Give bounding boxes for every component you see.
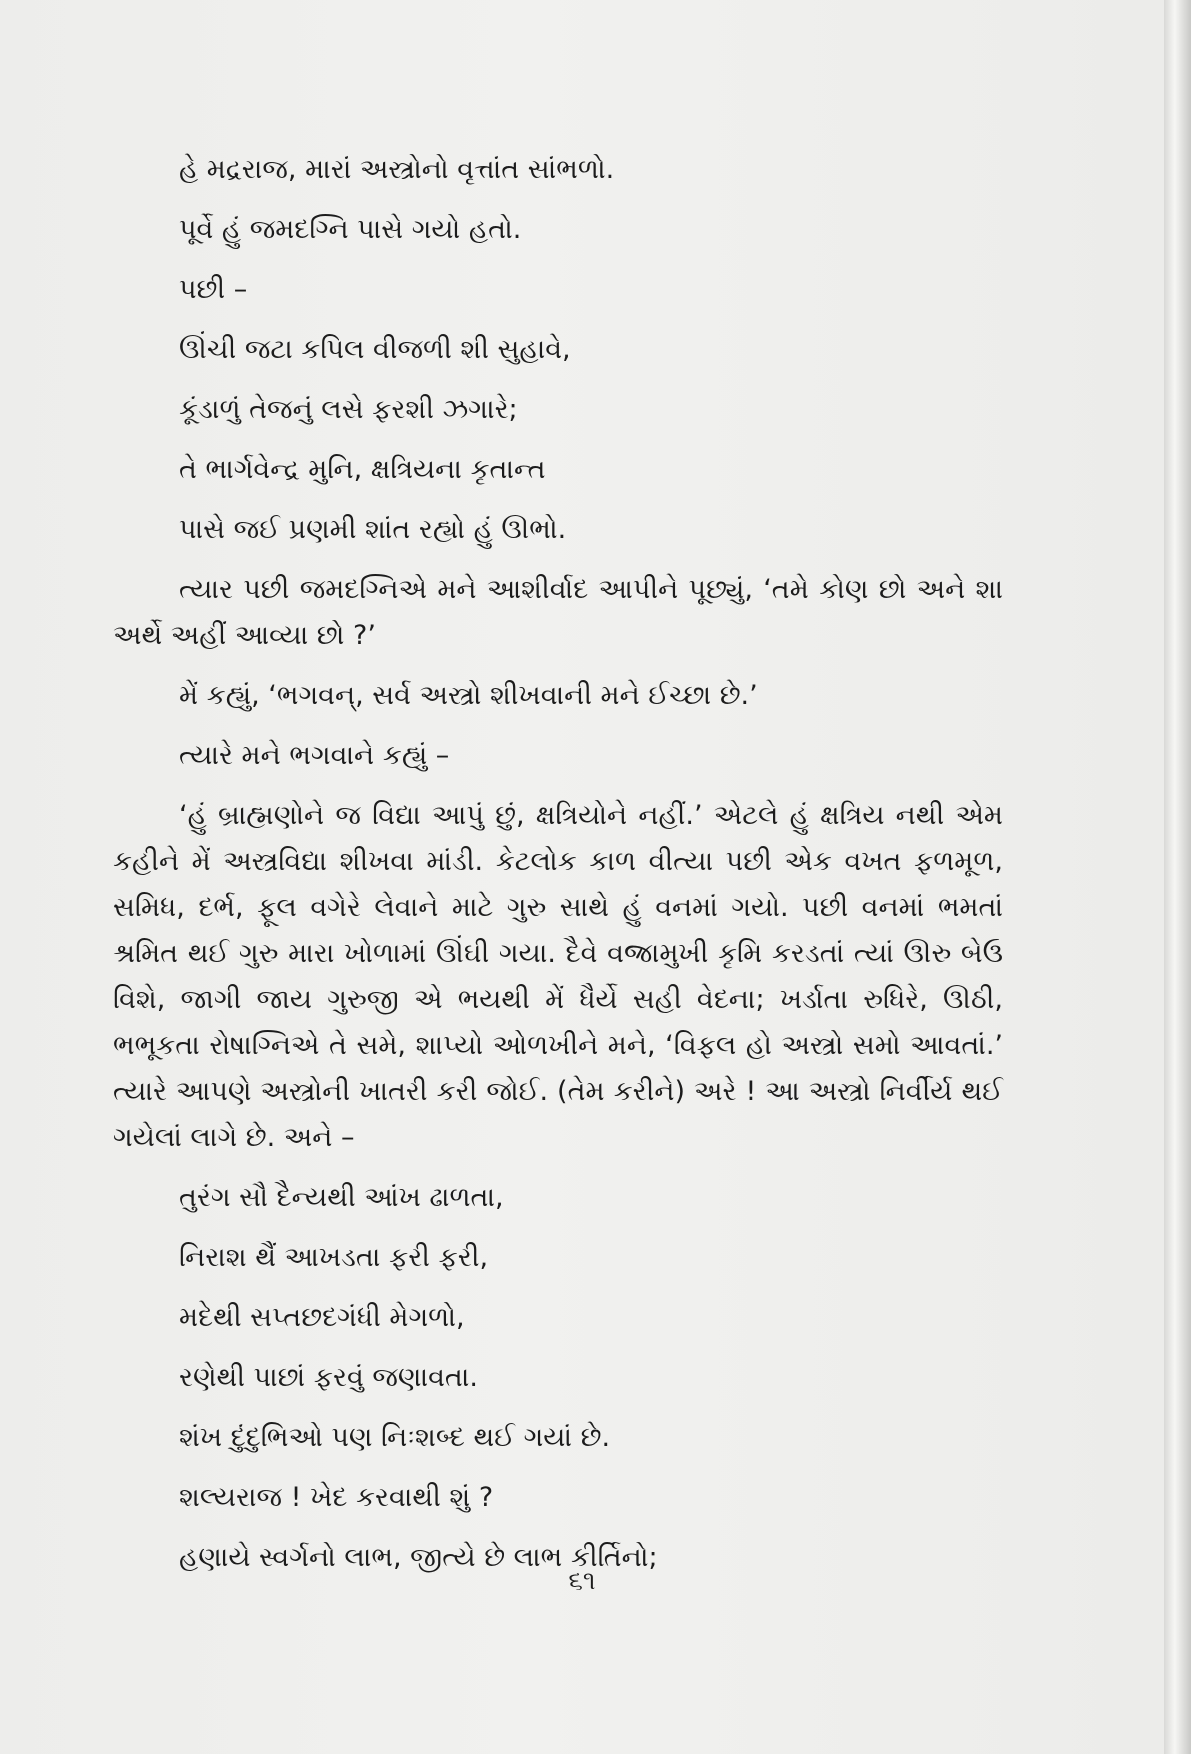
page-edge (1164, 0, 1191, 1754)
verse-line: કૂંડાળું તેજનું લસે ફરશી ઝગારે; (179, 394, 518, 425)
verse-line: શંખ દુંદુભિઓ પણ નિઃશબ્દ થઈ ગયાં છે. (179, 1422, 611, 1453)
dialogue-line: ત્યારે મને ભગવાને કહ્યું – (179, 740, 450, 771)
verse-line: હે મદ્રરાજ, મારાં અસ્ત્રોનો વૃત્તાંત સાંભળો. (179, 154, 615, 185)
verse-line: તુરંગ સૌ દૈન્યથી આંખ ઢાળતા, (179, 1182, 504, 1213)
prose-paragraph: ‘હું બ્રાહ્મણોને જ વિદ્યા આપું છું, ક્ષત્રિયોને નહીં.’ એટલે હું ક્ષત્રિય નથી એમ કહીને મેં અસ્ત્રવિદ્યા શીખવા માંડી. કેટલોક કાળ વીત્યા પછી એક વખત ફળમૂળ, સમિધ, દર્ભ, ફૂલ વગેરે લેવાને માટે ગુરુ સાથે હું વનમાં ગયો. પછી વનમાં ભમતાં શ્રમિત થઈ ગુરુ મારા ખોળામાં ઊંઘી ગયા. દૈવે વજ્રામુખી કૃમિ કરડતાં ત્યાં ઊરુ બેઉ વિશે, જાગી જાય ગુરુજી એ ભયથી મેં ધૈર્યે સહી વેદના; ખર્ડાતા રુધિરે, ઊઠી, ભભૂકતા રોષાગ્નિએ તે સમે, શાપ્યો ઓળખીને મને, ‘વિફલ હો અસ્ત્રો સમો આવતાં.’ ત્યારે આપણે અસ્ત્રોની ખાતરી કરી જોઈ. (તેમ કરીને) અરે ! આ અસ્ત્રો નિર્વીર્ય થઈ ગયેલાં લાગે છે. અને – (113, 800, 1003, 1153)
dialogue-line: મેં કહ્યું, ‘ભગવન્, સર્વ અસ્ત્રો શીખવાની મને ઈચ્છા છે.’ (179, 680, 758, 711)
verse-line: મદેથી સપ્તછદગંધી મેગળો, (179, 1302, 465, 1333)
verse-line: તે ભાર્ગવેન્દ્ર મુનિ, ક્ષત્રિયના કૃતાન્ત (179, 454, 546, 485)
verse-line: નિરાશ થૈં આખડતા ફરી ફરી, (179, 1242, 489, 1273)
verse-line: રણેથી પાછાં ફરવું જણાવતા. (179, 1362, 478, 1393)
page-number: ૬૧ (568, 1566, 596, 1596)
page-body (113, 140, 1003, 1588)
verse-line: ઊંચી જટા કપિલ વીજળી શી સુહાવે, (179, 334, 571, 365)
verse-line: હણાયે સ્વર્ગનો લાભ, જીત્યે છે લાભ કીર્તિનો; (179, 1542, 658, 1573)
verse-line: પૂર્વે હું જમદગ્નિ પાસે ગયો હતો. (179, 214, 522, 245)
verse-line: પાસે જઈ પ્રણમી શાંત રહ્યો હું ઊભો. (179, 514, 567, 545)
verse-line: શલ્યરાજ ! ખેદ કરવાથી શું ? (179, 1482, 494, 1513)
prose-paragraph: ત્યાર પછી જમદગ્નિએ મને આશીર્વાદ આપીને પૂછ્યું, ‘તમે કોણ છો અને શા અર્થે અહીં આવ્યા છો ?’ (113, 574, 1003, 651)
verse-line: પછી – (179, 274, 248, 305)
